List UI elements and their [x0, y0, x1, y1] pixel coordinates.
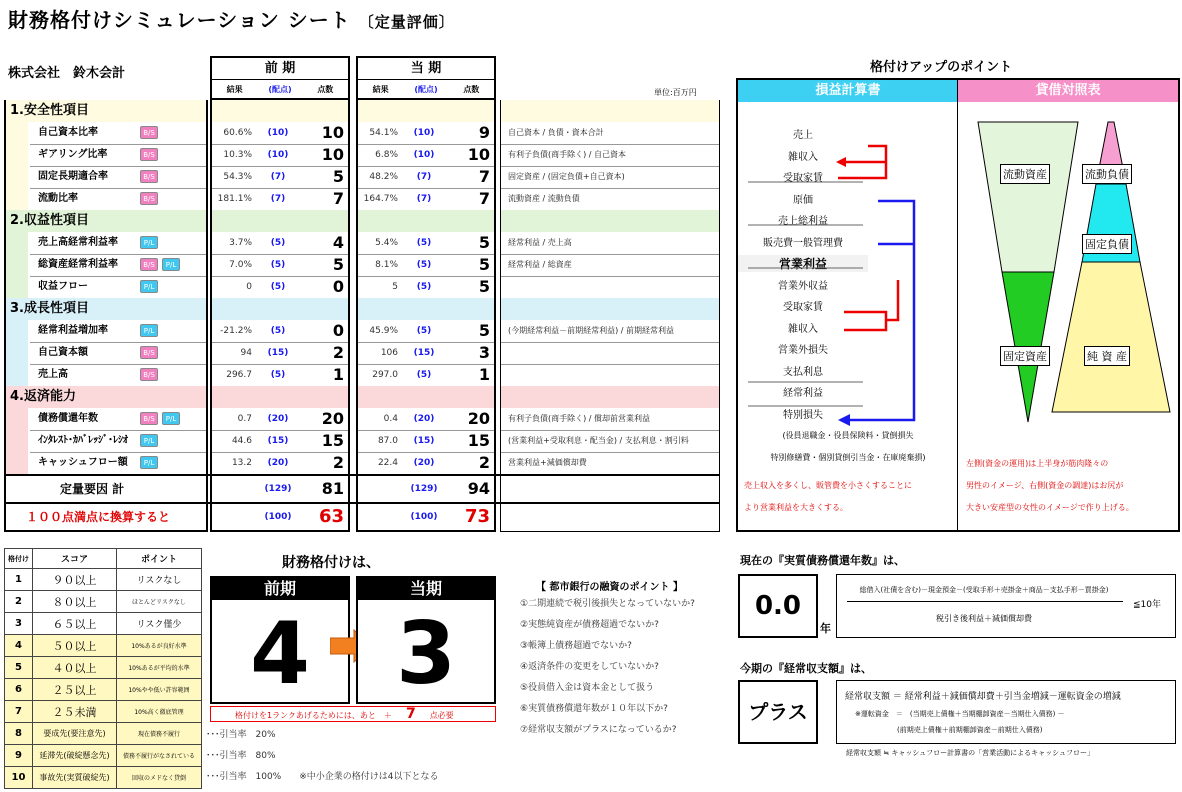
- cashflow-title: 今期の『経常収支額』は、: [740, 662, 872, 675]
- pl-item: 雑収入: [788, 151, 818, 163]
- pl-item: 営業外収益: [778, 280, 828, 292]
- curr-config: (20): [413, 414, 435, 424]
- bank-list: ①二期連続で税引後損失となっていないか? ②実態純資産が債務超過でないか? ③帳簿上債務超過でないか? ④返済条件の変更をしていないか? ⑤役員借入金は資本金として扱う ⑥実質債務償還年数が１０年以下か? ⑦経常収支額がプラスになっているか?: [520, 599, 695, 735]
- grade-notes: ･･･引当率 20% ･･･引当率 80% ･･･引当率 100% ※中小企業の格付けは4以下となる: [206, 730, 439, 782]
- prev-points: 0: [332, 321, 344, 340]
- curr-points: 1: [478, 365, 490, 384]
- curr-config: (5): [416, 370, 432, 380]
- pl-item: 受取家賃: [783, 173, 823, 184]
- pl-badge: P/L: [140, 434, 158, 447]
- pl-item: 経常利益: [783, 388, 823, 399]
- item-label: 総資産経常利益率: [38, 259, 118, 270]
- points-panel: [736, 78, 1180, 532]
- prev-result: 181.1%: [217, 194, 252, 204]
- section-header: 3.成長性項目: [6, 298, 206, 320]
- bs-badge: B/S: [140, 170, 158, 183]
- bs-header: 貸借対照表: [958, 80, 1178, 102]
- rating-title: 財務格付けは、: [282, 555, 380, 571]
- debt-title: 現在の『実質債務償還年数』は、: [740, 554, 905, 567]
- item-label: ｲﾝﾀﾚｽﾄ･ｶﾊﾞﾚｯｼﾞ･ﾚｼｵ: [38, 435, 128, 446]
- curr-config: (7): [416, 172, 432, 182]
- pl-note1: (役員退職金・役員保険料・貸倒損失: [782, 431, 914, 440]
- curr-points: 5: [478, 277, 490, 296]
- prev-config: (20): [267, 458, 289, 468]
- formula: 経常利益 / 売上高: [508, 238, 572, 247]
- bs-label-current-liab: 流動負債: [1082, 164, 1132, 184]
- item-label: 収益フロー: [38, 281, 88, 292]
- curr-points: 5: [478, 255, 490, 274]
- prev-config: (15): [267, 348, 289, 358]
- curr-config: (5): [416, 260, 432, 270]
- prev-config: (7): [270, 172, 286, 182]
- prev-period-header: 前 期 結果 (配点) 点数: [210, 56, 350, 100]
- pl-badge: P/L: [140, 280, 158, 293]
- bs-badge: B/S: [140, 126, 158, 139]
- prev-result: 60.6%: [223, 128, 252, 138]
- curr-result: 164.7%: [363, 194, 398, 204]
- formula: [502, 342, 718, 364]
- prev-points: 5: [332, 255, 344, 274]
- grade-row: 7 ２５未満 10%高く徹底管理: [5, 701, 202, 723]
- prev-result: 3.7%: [229, 238, 252, 248]
- curr-config: (5): [416, 238, 432, 248]
- formula: (今期経常利益－前期経常利益) / 前期経常利益: [508, 326, 675, 335]
- prev-points: 10: [321, 145, 344, 164]
- formula: (営業利益+受取利息・配当金) / 支払利息・割引料: [508, 436, 689, 445]
- curr-result: 297.0: [372, 370, 398, 380]
- pl-item: 受取家賃: [783, 302, 823, 313]
- curr-result: 87.0: [377, 436, 398, 446]
- curr-points: 2: [478, 453, 490, 472]
- bs-red3: 大きい安産型の女性のイメージで作り上げる。: [966, 503, 1134, 512]
- item-label: 固定長期適合率: [38, 171, 108, 182]
- prev-config: (5): [270, 326, 286, 336]
- item-label: キャッシュフロー額: [38, 457, 128, 468]
- prev-config: (5): [270, 238, 286, 248]
- pl-badge: P/L: [162, 258, 180, 271]
- prev-result: 54.3%: [223, 172, 252, 182]
- pl-item: 原価: [793, 194, 813, 206]
- curr-points: 15: [467, 431, 490, 450]
- bs-badge: B/S: [140, 148, 158, 161]
- grade-table: 格付け スコア ポイント 1 ９０以上 リスクなし 2 ８０以上 ほとんどリスクなし 3 ６５以上 リスク僅少 4 ５０以上 10%あるが良好水準 5 ４０以上 10%あるが平均的水準 6 ２５以上 10%やや低い許容範囲 7 ２５未満 10%高く徹底管理 8 要成先(要注意先) 現在債務不履行 9 延滞先(破綻懸念先) 債務不履行がなされている 10 事故先(実質破綻先) 回収のメドなく貸倒: [4, 548, 202, 789]
- item-label: 流動比率: [38, 193, 78, 204]
- prev-result: 10.3%: [223, 150, 252, 160]
- grade-row: 9 延滞先(破綻懸念先) 債務不履行がなされている: [5, 745, 202, 767]
- bs-badge: B/S: [140, 346, 158, 359]
- total-prev-config: (129): [264, 484, 292, 494]
- item-label: ギアリング比率: [38, 149, 108, 160]
- prev-result: 44.6: [231, 436, 252, 446]
- converted-prev-config: (100): [264, 512, 292, 522]
- curr-points: 10: [467, 145, 490, 164]
- converted-prev-points: 63: [318, 506, 344, 527]
- curr-result: 8.1%: [375, 260, 398, 270]
- pl-item: 販売費一般管理費: [763, 237, 843, 249]
- converted-curr-config: (100): [410, 512, 438, 522]
- bs-label-fixed-liab: 固定負債: [1082, 234, 1132, 254]
- item-label: 経常利益増加率: [38, 325, 108, 336]
- curr-result: 54.1%: [369, 128, 398, 138]
- prev-config: (7): [270, 194, 286, 204]
- prev-config: (5): [270, 370, 286, 380]
- converted-label: １００点満点に換算すると: [26, 510, 171, 524]
- prev-result: 94: [240, 348, 252, 358]
- rating-prev-box: 前期 4: [210, 576, 350, 704]
- curr-points: 3: [478, 343, 490, 362]
- prev-points: 1: [332, 365, 344, 384]
- pl-badge: P/L: [162, 412, 180, 425]
- formula: 有利子負債(商手除く) / 償却前営業利益: [508, 414, 651, 423]
- cashflow-formula: 経常収支額 ＝ 経常利益＋減価償却費＋引当金増減－運転資金の増減 ※運転資金 ＝ (当期売上債権＋当期棚卸資産－当期仕入債務) － (前期売上債権＋前期棚卸資産－前期仕入債務): [836, 680, 1176, 744]
- grade-row: 1 ９０以上 リスクなし: [5, 569, 202, 591]
- item-label: 債務償還年数: [38, 413, 98, 424]
- company-name: 株式会社 鈴木会計: [8, 66, 126, 81]
- prev-points: 20: [321, 409, 344, 428]
- bs-badge: B/S: [140, 192, 158, 205]
- curr-result: 6.8%: [375, 150, 398, 160]
- pl-item: 支払利息: [783, 366, 823, 378]
- pl-item: 営業利益: [738, 255, 868, 272]
- bs-red1: 左側(資金の運用)は上半身が筋肉隆々の: [966, 459, 1109, 468]
- prev-result: 0: [246, 282, 252, 292]
- debt-unit: 年: [820, 622, 831, 635]
- section-header: 2.収益性項目: [6, 210, 206, 232]
- prev-points: 2: [332, 453, 344, 472]
- prev-config: (5): [270, 282, 286, 292]
- cashflow-foot: 経常収支額 ≒ キャッシュフロー計算書の「営業活動によるキャッシュフロー」: [846, 749, 1095, 757]
- curr-config: (15): [413, 348, 435, 358]
- curr-config: (10): [413, 150, 435, 160]
- rank-up-note: 格付けを1ランクあげるためには、あと ＋ 7 点必要: [210, 706, 496, 722]
- formula: 流動資産 / 流動負債: [508, 194, 580, 203]
- debt-value: 0.0: [738, 574, 818, 638]
- prev-config: (5): [270, 260, 286, 270]
- formula: [502, 364, 718, 386]
- prev-config: (10): [267, 128, 289, 138]
- prev-config: (15): [267, 436, 289, 446]
- formula: 固定資産 / (固定負債+自己資本): [508, 172, 625, 181]
- prev-points: 4: [332, 233, 344, 252]
- bank-title: 【 都市銀行の融資のポイント 】: [536, 582, 683, 593]
- page-title: 財務格付けシミュレーション シート 〔定量評価〕: [8, 8, 455, 32]
- grade-row: 5 ４０以上 10%あるが平均的水準: [5, 657, 202, 679]
- total-curr-config: (129): [410, 484, 438, 494]
- curr-config: (15): [413, 436, 435, 446]
- prev-points: 5: [332, 167, 344, 186]
- pl-item: 雑収入: [788, 323, 818, 335]
- item-label: 自己資本比率: [38, 127, 98, 138]
- prev-result: 296.7: [226, 370, 252, 380]
- curr-config: (5): [416, 282, 432, 292]
- curr-points: 5: [478, 321, 490, 340]
- bs-label-equity: 純 資 産: [1084, 346, 1130, 366]
- formula: 営業利益+減価償却費: [508, 458, 587, 467]
- curr-config: (5): [416, 326, 432, 336]
- prev-result: 7.0%: [229, 260, 252, 270]
- bs-diagram: [958, 102, 1178, 432]
- pl-badge: P/L: [140, 324, 158, 337]
- prev-config: (10): [267, 150, 289, 160]
- cashflow-value: プラス: [738, 680, 818, 744]
- curr-result: 5.4%: [375, 238, 398, 248]
- grade-row: 6 ２５以上 10%やや低い許容範囲: [5, 679, 202, 701]
- curr-result: 22.4: [377, 458, 398, 468]
- curr-points: 5: [478, 233, 490, 252]
- section-header: 4.返済能力: [6, 386, 206, 408]
- unit-label: 単位:百万円: [654, 88, 697, 97]
- rating-prev-value: 4: [250, 604, 310, 704]
- grade-row: 8 要成先(要注意先) 現在債務不履行: [5, 723, 202, 745]
- grade-row: 4 ５０以上 10%あるが良好水準: [5, 635, 202, 657]
- formula: 有利子負債(商手除く) / 自己資本: [508, 150, 627, 159]
- pl-header: 損益計算書: [738, 80, 958, 102]
- prev-points: 7: [332, 189, 344, 208]
- item-label: 売上高経常利益率: [38, 237, 118, 248]
- pl-item: 特別損失: [783, 409, 823, 421]
- item-label: 自己資本額: [38, 347, 88, 358]
- bs-badge: B/S: [140, 368, 158, 381]
- curr-points: 20: [467, 409, 490, 428]
- rating-curr-value: 3: [396, 604, 456, 704]
- curr-period-header: 当 期 結果 (配点) 点数: [356, 56, 496, 100]
- curr-result: 106: [380, 348, 398, 358]
- total-label: 定量要因 計: [60, 482, 125, 496]
- curr-points: 7: [478, 189, 490, 208]
- curr-config: (20): [413, 458, 435, 468]
- curr-result: 45.9%: [369, 326, 398, 336]
- pl-note2: 特別修繕費・個別貸倒引当金・在庫廃棄損): [770, 453, 926, 462]
- debt-formula: 総借入(社債を含む)－現金預金－(受取手形＋売掛金＋商品－支払手形－買掛金) 税引き後利益＋減価償却費 ≦10年: [836, 574, 1176, 638]
- bs-badge: B/S: [140, 258, 158, 271]
- formula: [502, 276, 718, 298]
- grade-row: 10 事故先(実質破綻先) 回収のメドなく貸倒: [5, 767, 202, 789]
- pl-badge: P/L: [140, 456, 158, 469]
- pl-red2: より営業利益を大きくする。: [744, 503, 848, 512]
- rating-curr-box: 当期 3: [356, 576, 496, 704]
- curr-result: 0.4: [383, 414, 398, 424]
- item-label: 売上高: [38, 369, 68, 380]
- pl-item: 売上: [793, 130, 813, 141]
- bs-badge: B/S: [140, 412, 158, 425]
- curr-config: (10): [413, 128, 435, 138]
- prev-points: 2: [332, 343, 344, 362]
- total-curr-points: 94: [467, 479, 490, 498]
- prev-points: 10: [321, 123, 344, 142]
- formula: 経常利益 / 総資産: [508, 260, 572, 269]
- prev-result: 13.2: [231, 458, 252, 468]
- prev-points: 0: [332, 277, 344, 296]
- curr-result: 5: [392, 282, 398, 292]
- grade-row: 2 ８０以上 ほとんどリスクなし: [5, 591, 202, 613]
- pl-item: 営業外損失: [778, 345, 828, 356]
- curr-result: 48.2%: [369, 172, 398, 182]
- pl-badge: P/L: [140, 236, 158, 249]
- formula: 自己資本 / 負債・資本合計: [508, 128, 604, 137]
- curr-config: (7): [416, 194, 432, 204]
- converted-curr-points: 73: [464, 506, 490, 527]
- bs-red2: 男性のイメージ、右側(資金の調達)はお尻が: [966, 481, 1124, 490]
- curr-points: 9: [478, 123, 490, 142]
- points-title: 格付けアップのポイント: [870, 60, 1013, 75]
- section-header: 1.安全性項目: [6, 100, 206, 122]
- pl-item: 売上総利益: [778, 216, 828, 227]
- prev-points: 15: [321, 431, 344, 450]
- curr-points: 7: [478, 167, 490, 186]
- pl-red1: 売上収入を多くし、販管費を小さくすることに: [744, 481, 912, 490]
- prev-result: -21.2%: [220, 326, 252, 336]
- prev-result: 0.7: [237, 414, 252, 424]
- total-prev-points: 81: [321, 479, 344, 498]
- bs-label-current-assets: 流動資産: [1000, 164, 1050, 184]
- grade-row: 3 ６５以上 リスク僅少: [5, 613, 202, 635]
- bs-label-fixed-assets: 固定資産: [1000, 346, 1050, 366]
- prev-config: (20): [267, 414, 289, 424]
